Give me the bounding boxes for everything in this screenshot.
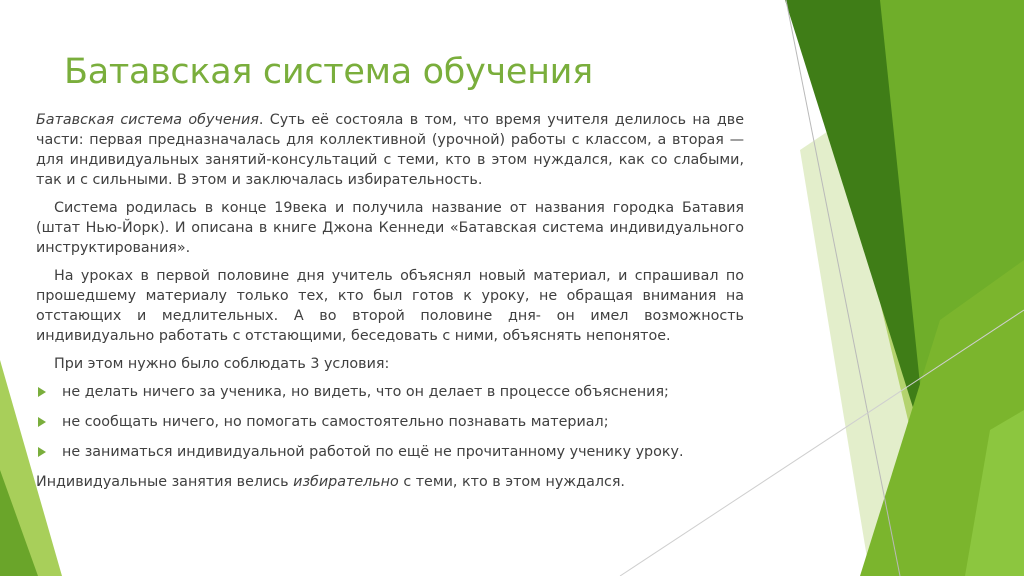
list-item xyxy=(36,442,744,462)
definition-text: . Суть её состояла в том, что время учителя делилось на две части: первая предназначалась для коллективной (урочной) работы с классом, а вторая — для индивидуальных занятий-консультаций с теми, кто в этом нуждался, как со слабыми, так и с сильными. В этом и заключалась избирательность. xyxy=(36,112,744,188)
paragraph-origin: Система родилась в конце 19века и получила название от названия городка Батавия (штат Нью-Йорк). И описана в книге Джона Кеннеди «Батавская система индивидуального инструктирования». xyxy=(36,200,744,256)
list-item-text: не делать ничего за ученика, но видеть, что он делает в процессе объяснения; xyxy=(62,384,669,400)
paragraph-conditions-intro: При этом нужно было соблюдать 3 условия: xyxy=(54,356,390,372)
slide-title: Батавская система обучения xyxy=(64,52,593,92)
slide-body xyxy=(36,110,744,500)
conditions-list xyxy=(36,382,744,462)
list-item xyxy=(36,382,744,402)
paragraph-closing xyxy=(36,472,744,492)
paragraph-batavian-definition xyxy=(36,110,744,190)
list-item-text: не заниматься индивидуальной работой по ещё не прочитанному ученику уроку. xyxy=(62,444,684,460)
bullet-arrow-icon xyxy=(38,417,46,427)
bullet-arrow-icon xyxy=(38,447,46,457)
paragraph-lesson-structure: На уроках в первой половине дня учитель объяснял новый материал, и спрашивал по прошедшему материалу только тех, кто был готов к уроку, не обращая внимания на отстающих и медлительных. А во второй половине дня- он имел возможность индивидуально работать с отстающими, беседовать с ними, объяснять непонятое. xyxy=(36,268,744,344)
list-item-text: не сообщать ничего, но помогать самостоятельно познавать материал; xyxy=(62,414,609,430)
list-item xyxy=(36,412,744,432)
bullet-arrow-icon xyxy=(38,387,46,397)
closing-italic: избирательно xyxy=(293,474,399,490)
closing-text-start: Индивидуальные занятия велись xyxy=(36,474,294,490)
closing-text-end: с теми, кто в этом нуждался. xyxy=(398,474,625,490)
term-italic: Батавская система обучения xyxy=(36,112,259,128)
